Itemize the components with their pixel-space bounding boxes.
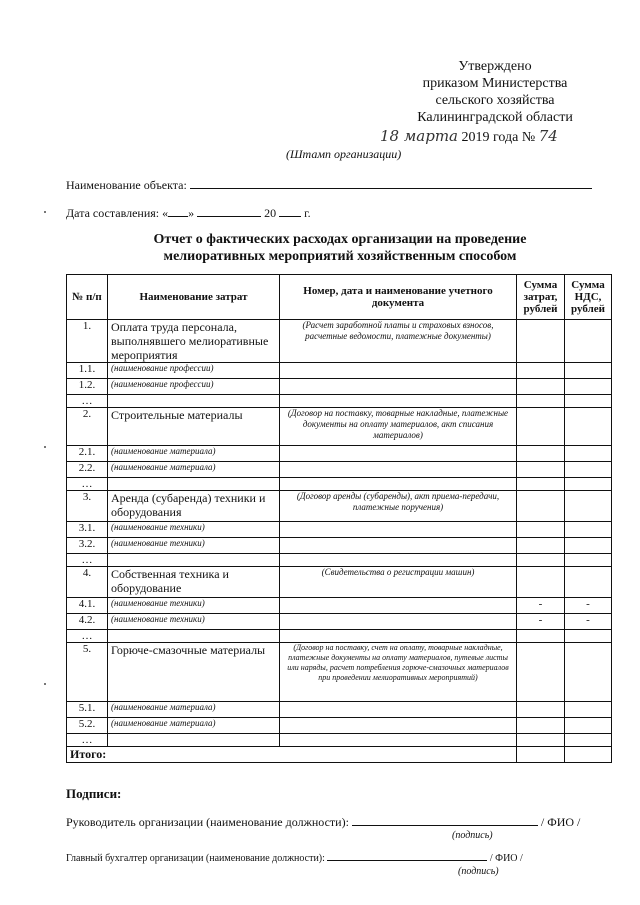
row-sum	[517, 462, 565, 478]
table-row	[67, 320, 612, 363]
table-row	[67, 538, 612, 554]
row-doc	[280, 538, 517, 554]
header-doc: Номер, дата и наименование учетного документа	[280, 275, 517, 320]
object-name-label: Наименование объекта:	[66, 178, 187, 192]
total-vat	[565, 747, 612, 763]
acct-signature-line	[66, 851, 523, 864]
row-num: 5.1.	[67, 702, 108, 718]
object-name-field	[66, 177, 592, 193]
row-vat	[565, 478, 612, 491]
row-doc	[280, 702, 517, 718]
row-sub: (наименование материала)	[108, 718, 280, 734]
table-row	[67, 478, 612, 491]
header-sum: Сумма затрат, рублей	[517, 275, 565, 320]
row-vat	[565, 446, 612, 462]
row-note: (Свидетельства о регистрации машин)	[280, 567, 517, 598]
head-signature-blank	[352, 814, 538, 826]
row-vat	[565, 491, 612, 522]
row-sum	[517, 522, 565, 538]
table-row	[67, 408, 612, 446]
table-row	[67, 734, 612, 747]
row-note: (Договор на поставку, товарные накладные, платежные документы на оплату материалов, акт списания материалов)	[280, 408, 517, 446]
row-vat	[565, 734, 612, 747]
row-vat	[565, 718, 612, 734]
row-num: 3.2.	[67, 538, 108, 554]
row-vat	[565, 522, 612, 538]
total-sum	[517, 747, 565, 763]
row-sum	[517, 363, 565, 379]
table-row	[67, 630, 612, 643]
acct-signature-label: Главный бухгалтер организации (наименование должности):	[66, 853, 325, 864]
row-sum: -	[517, 614, 565, 630]
row-sub: (наименование профессии)	[108, 379, 280, 395]
row-vat	[565, 567, 612, 598]
row-num: 2.2.	[67, 462, 108, 478]
table-row	[67, 718, 612, 734]
row-vat	[565, 395, 612, 408]
row-sum	[517, 395, 565, 408]
row-vat	[565, 554, 612, 567]
row-sub: (наименование материала)	[108, 702, 280, 718]
table-row	[67, 379, 612, 395]
row-num: 2.1.	[67, 446, 108, 462]
row-name	[108, 630, 280, 643]
acct-signature-caption: (подпись)	[458, 866, 499, 877]
row-vat	[565, 643, 612, 702]
row-doc	[280, 614, 517, 630]
row-doc	[280, 462, 517, 478]
row-name: Собственная техника и оборудование	[108, 567, 280, 598]
stamp-label: (Штамп организации)	[286, 147, 402, 161]
row-num: 4.	[67, 567, 108, 598]
date-mid: »	[188, 206, 195, 220]
row-num: …	[67, 478, 108, 491]
date-year: 20	[264, 206, 277, 220]
table-row	[67, 643, 612, 702]
object-name-line	[190, 177, 592, 189]
row-sub: (наименование профессии)	[108, 363, 280, 379]
approval-date-suffix: 2019 года №	[461, 130, 536, 145]
row-note: (Договор на поставку, счет на оплату, товарные накладные, платежные документы на оплату материалов, путевые листы или наряды, расчет потребления горюче-смазочных материалов при проведении мелиоративных мероприятий)	[280, 643, 517, 702]
row-num: 5.	[67, 643, 108, 702]
row-num: 1.2.	[67, 379, 108, 395]
table-row	[67, 462, 612, 478]
row-sub: (наименование техники)	[108, 522, 280, 538]
row-doc	[280, 554, 517, 567]
row-sum	[517, 491, 565, 522]
row-name: Горюче-смазочные материалы	[108, 643, 280, 702]
approval-block	[395, 58, 595, 126]
row-doc	[280, 379, 517, 395]
approval-number-handwritten: 74	[538, 127, 558, 145]
row-vat	[565, 363, 612, 379]
row-vat	[565, 630, 612, 643]
row-num: 1.1.	[67, 363, 108, 379]
row-sub: (наименование материала)	[108, 462, 280, 478]
table-row	[67, 614, 612, 630]
row-sum: -	[517, 598, 565, 614]
row-num: …	[67, 630, 108, 643]
row-num: 3.1.	[67, 522, 108, 538]
row-sum	[517, 734, 565, 747]
signatures-heading: Подписи:	[66, 786, 122, 801]
acct-fio: / ФИО /	[489, 853, 523, 864]
scan-speck	[44, 683, 46, 685]
row-vat	[565, 462, 612, 478]
date-year-line	[279, 205, 301, 217]
row-num: …	[67, 395, 108, 408]
acct-signature-blank	[327, 851, 487, 861]
head-signature-caption: (подпись)	[452, 830, 493, 841]
row-vat	[565, 408, 612, 446]
row-sum	[517, 379, 565, 395]
table-row	[67, 395, 612, 408]
report-title-line-2: мелиоративных мероприятий хозяйственным способом	[163, 249, 517, 264]
head-signature-label: Руководитель организации (наименование должности):	[66, 815, 349, 829]
row-doc	[280, 630, 517, 643]
row-sum	[517, 478, 565, 491]
row-num: 3.	[67, 491, 108, 522]
row-doc	[280, 522, 517, 538]
table-row	[67, 702, 612, 718]
head-fio: / ФИО /	[540, 815, 581, 829]
approval-line-1: Утверждено	[458, 59, 532, 74]
row-sub: (наименование техники)	[108, 538, 280, 554]
row-vat	[565, 379, 612, 395]
row-name	[108, 395, 280, 408]
date-suffix: г.	[304, 206, 311, 220]
row-num: 5.2.	[67, 718, 108, 734]
row-num: 4.2.	[67, 614, 108, 630]
row-vat: -	[565, 614, 612, 630]
table-header-row	[67, 275, 612, 320]
date-month-line	[197, 205, 261, 217]
row-vat: -	[565, 598, 612, 614]
table-row	[67, 554, 612, 567]
date-prefix: Дата составления: «	[66, 206, 169, 220]
row-name: Строительные материалы	[108, 408, 280, 446]
table-row	[67, 567, 612, 598]
approval-date	[380, 127, 558, 146]
row-num: …	[67, 554, 108, 567]
row-doc	[280, 446, 517, 462]
table-row	[67, 598, 612, 614]
total-label: Итого:	[67, 747, 517, 763]
row-sum	[517, 320, 565, 363]
table-row	[67, 522, 612, 538]
row-num: 1.	[67, 320, 108, 363]
row-num: 4.1.	[67, 598, 108, 614]
approval-date-handwritten: 18 марта	[380, 127, 459, 145]
row-doc	[280, 363, 517, 379]
row-name	[108, 554, 280, 567]
row-sub: (наименование техники)	[108, 614, 280, 630]
scan-speck	[44, 211, 46, 213]
row-name	[108, 734, 280, 747]
row-sum	[517, 643, 565, 702]
row-sum	[517, 446, 565, 462]
row-doc	[280, 598, 517, 614]
header-vat: Сумма НДС, рублей	[565, 275, 612, 320]
row-note: (Договор аренды (субаренды), акт приема-передачи, платежные поручения)	[280, 491, 517, 522]
row-sum	[517, 408, 565, 446]
approval-line-3: сельского хозяйства	[435, 93, 555, 108]
row-name: Аренда (субаренда) техники и оборудования	[108, 491, 280, 522]
header-name: Наименование затрат	[108, 275, 280, 320]
date-field	[66, 205, 311, 221]
row-sum	[517, 538, 565, 554]
row-doc	[280, 478, 517, 491]
row-sum	[517, 567, 565, 598]
row-note: (Расчет заработной платы и страховых взносов, расчетные ведомости, платежные документы)	[280, 320, 517, 363]
scan-speck	[44, 446, 46, 448]
row-vat	[565, 320, 612, 363]
row-sum	[517, 554, 565, 567]
row-name	[108, 478, 280, 491]
table-row	[67, 491, 612, 522]
report-title-line-1: Отчет о фактических расходах организации на проведение	[153, 232, 527, 247]
row-sub: (наименование техники)	[108, 598, 280, 614]
date-day-line	[168, 205, 188, 217]
row-doc	[280, 734, 517, 747]
row-name: Оплата труда персонала, выполнявшего мелиоративные мероприятия	[108, 320, 280, 363]
header-num: № п/п	[67, 275, 108, 320]
row-sub: (наименование материала)	[108, 446, 280, 462]
report-title	[120, 231, 560, 265]
total-row	[67, 747, 612, 763]
row-sum	[517, 630, 565, 643]
row-doc	[280, 718, 517, 734]
row-num: 2.	[67, 408, 108, 446]
row-vat	[565, 702, 612, 718]
row-num: …	[67, 734, 108, 747]
approval-line-2: приказом Министерства	[422, 76, 568, 91]
row-sum	[517, 702, 565, 718]
head-signature-line	[66, 814, 580, 830]
row-vat	[565, 538, 612, 554]
table-row	[67, 363, 612, 379]
row-sum	[517, 718, 565, 734]
approval-line-4: Калининградской области	[417, 110, 573, 125]
row-doc	[280, 395, 517, 408]
expense-table	[66, 274, 612, 763]
table-row	[67, 446, 612, 462]
